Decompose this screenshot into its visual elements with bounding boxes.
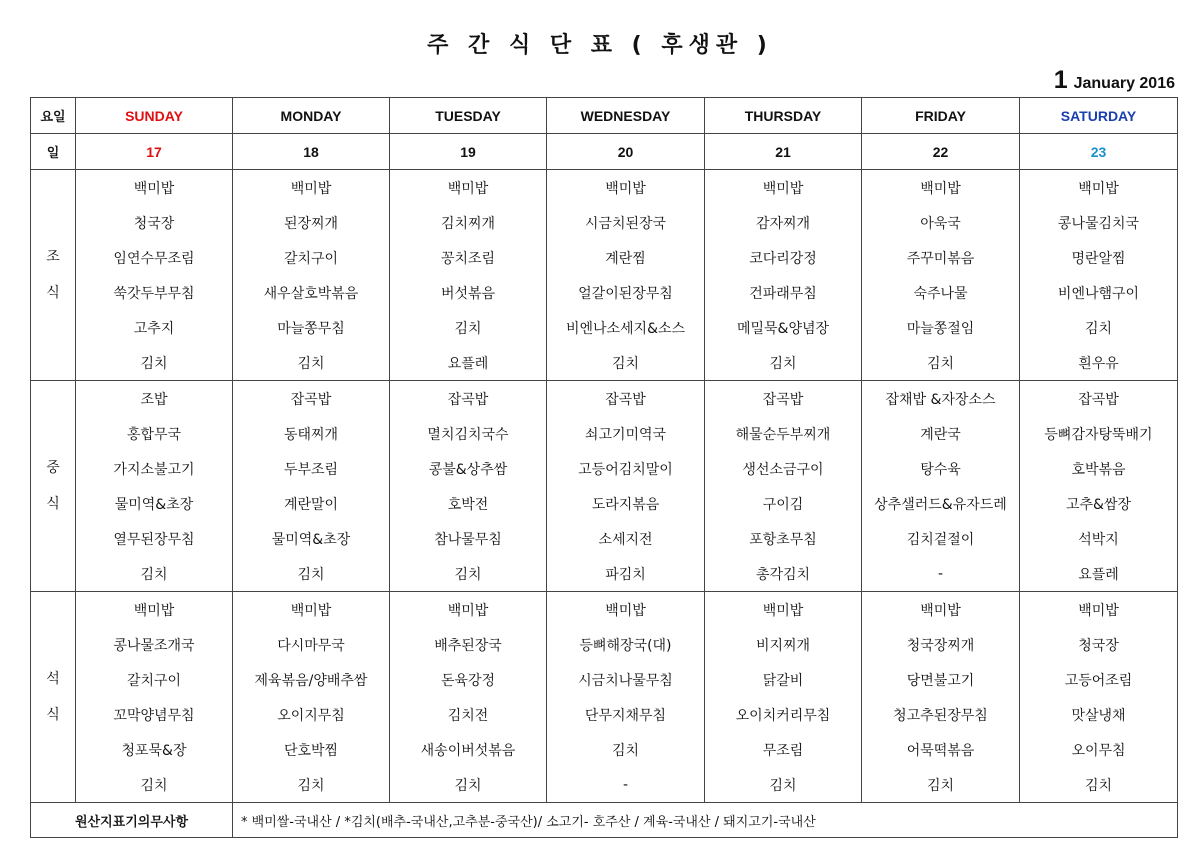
origin-notice-label: 원산지표기의무사항 — [31, 803, 233, 838]
date-row — [31, 134, 1178, 170]
menu-cell: 요플레 — [390, 345, 547, 381]
menu-cell: 김치겉절이 — [862, 521, 1020, 556]
menu-cell: 김치 — [547, 345, 705, 381]
meal-label-char: 식 — [46, 707, 60, 723]
date-wednesday: 20 — [547, 134, 705, 170]
menu-cell: 계란국 — [862, 416, 1020, 451]
menu-cell: 도라지볶음 — [547, 486, 705, 521]
origin-notice-text: * 백미쌀-국내산 / *김치(배추-국내산,고추분-중국산)/ 소고기- 호주산 / 계육-국내산 / 돼지고기-국내산 — [233, 803, 1178, 838]
menu-cell: 포항초무침 — [705, 521, 862, 556]
menu-cell: 청국장 — [76, 205, 233, 240]
menu-cell: 콩나물김치국 — [1020, 205, 1178, 240]
menu-cell: 동태찌개 — [233, 416, 390, 451]
menu-row — [31, 521, 1178, 556]
menu-cell: 메밀묵&양념장 — [705, 310, 862, 345]
menu-row — [31, 205, 1178, 240]
menu-cell: 석박지 — [1020, 521, 1178, 556]
menu-cell: 백미밥 — [705, 170, 862, 206]
menu-cell: 고추&쌈장 — [1020, 486, 1178, 521]
menu-cell: 임연수무조림 — [76, 240, 233, 275]
menu-cell: 김치 — [862, 345, 1020, 381]
menu-cell: 청고추된장무침 — [862, 697, 1020, 732]
menu-cell: 열무된장무침 — [76, 521, 233, 556]
menu-cell: 총각김치 — [705, 556, 862, 592]
menu-cell: 명란알찜 — [1020, 240, 1178, 275]
date-monday: 18 — [233, 134, 390, 170]
meal-label-char: 식 — [46, 496, 60, 512]
menu-cell: 조밥 — [76, 381, 233, 417]
menu-row — [31, 345, 1178, 381]
menu-cell: 제육볶음/양배추쌈 — [233, 662, 390, 697]
menu-cell: 잡곡밥 — [390, 381, 547, 417]
menu-cell: 멸치김치국수 — [390, 416, 547, 451]
menu-cell: 백미밥 — [862, 592, 1020, 628]
day-header-monday: MONDAY — [233, 98, 390, 134]
date-label — [1054, 66, 1175, 95]
menu-cell: 김치 — [390, 556, 547, 592]
menu-cell: 백미밥 — [76, 592, 233, 628]
menu-cell: 당면불고기 — [862, 662, 1020, 697]
menu-row — [31, 275, 1178, 310]
menu-cell: 흰우유 — [1020, 345, 1178, 381]
menu-cell: 새송이버섯볶음 — [390, 732, 547, 767]
meal-label-char: 중 — [46, 459, 60, 476]
menu-cell: 갈치구이 — [233, 240, 390, 275]
menu-cell: 건파래무침 — [705, 275, 862, 310]
menu-cell: 된장찌개 — [233, 205, 390, 240]
menu-cell: 김치 — [233, 556, 390, 592]
date-month-year: January 2016 — [1073, 75, 1175, 92]
menu-cell: 닭갈비 — [705, 662, 862, 697]
day-header-saturday: SATURDAY — [1020, 98, 1178, 134]
menu-cell: 참나물무침 — [390, 521, 547, 556]
menu-cell: 호박볶음 — [1020, 451, 1178, 486]
menu-cell: 김치 — [1020, 767, 1178, 803]
menu-cell: 쑥갓두부무침 — [76, 275, 233, 310]
date-label-cell: 일 — [31, 134, 76, 170]
menu-cell: 콩나물조개국 — [76, 627, 233, 662]
menu-row — [31, 416, 1178, 451]
menu-cell: 물미역&초장 — [76, 486, 233, 521]
menu-cell: 백미밥 — [1020, 170, 1178, 206]
menu-cell: 꽁치조림 — [390, 240, 547, 275]
menu-cell: 코다리강정 — [705, 240, 862, 275]
menu-cell: 청포묵&장 — [76, 732, 233, 767]
weekly-menu-table — [30, 97, 1178, 838]
menu-cell: 주꾸미볶음 — [862, 240, 1020, 275]
menu-cell: 김치 — [390, 310, 547, 345]
menu-cell: 오이지무침 — [233, 697, 390, 732]
menu-cell: 얼갈이된장무침 — [547, 275, 705, 310]
menu-cell: 비엔나햄구이 — [1020, 275, 1178, 310]
menu-cell: 등뼈감자탕뚝배기 — [1020, 416, 1178, 451]
menu-cell: 맛살냉채 — [1020, 697, 1178, 732]
menu-cell: 버섯볶음 — [390, 275, 547, 310]
menu-cell: 잡곡밥 — [705, 381, 862, 417]
menu-cell: 마늘쫑절임 — [862, 310, 1020, 345]
menu-cell: 잡곡밥 — [547, 381, 705, 417]
day-header-friday: FRIDAY — [862, 98, 1020, 134]
menu-cell: 잡곡밥 — [1020, 381, 1178, 417]
menu-cell: 호박전 — [390, 486, 547, 521]
menu-row — [31, 767, 1178, 803]
menu-cell: 어묵떡볶음 — [862, 732, 1020, 767]
meal-label — [31, 592, 76, 803]
menu-row — [31, 697, 1178, 732]
menu-cell: 백미밥 — [862, 170, 1020, 206]
menu-cell: 생선소금구이 — [705, 451, 862, 486]
menu-row — [31, 662, 1178, 697]
menu-cell: 백미밥 — [233, 170, 390, 206]
menu-cell: 갈치구이 — [76, 662, 233, 697]
menu-cell: 백미밥 — [390, 170, 547, 206]
menu-cell: 김치 — [390, 767, 547, 803]
meal-label-char: 식 — [46, 285, 60, 301]
menu-cell: 오이무침 — [1020, 732, 1178, 767]
menu-cell: 감자찌개 — [705, 205, 862, 240]
menu-cell: - — [862, 556, 1020, 592]
menu-cell: 돈육강정 — [390, 662, 547, 697]
menu-cell: 상추샐러드&유자드레 — [862, 486, 1020, 521]
menu-cell: 잡채밥 &자장소스 — [862, 381, 1020, 417]
menu-cell: 해물순두부찌개 — [705, 416, 862, 451]
meal-label — [31, 381, 76, 592]
menu-cell: 김치 — [547, 732, 705, 767]
menu-cell: 단호박찜 — [233, 732, 390, 767]
date-saturday: 23 — [1020, 134, 1178, 170]
menu-cell: 김치 — [76, 345, 233, 381]
day-header-thursday: THURSDAY — [705, 98, 862, 134]
date-tuesday: 19 — [390, 134, 547, 170]
menu-cell: 단무지채무침 — [547, 697, 705, 732]
menu-cell: 백미밥 — [390, 592, 547, 628]
menu-cell: 김치 — [76, 556, 233, 592]
menu-cell: 잡곡밥 — [233, 381, 390, 417]
menu-row — [31, 556, 1178, 592]
menu-cell: 고등어조림 — [1020, 662, 1178, 697]
menu-cell: 청국장 — [1020, 627, 1178, 662]
menu-row — [31, 240, 1178, 275]
menu-cell: 물미역&초장 — [233, 521, 390, 556]
menu-cell: 등뼈해장국(대) — [547, 627, 705, 662]
page-title: 주 간 식 단 표 ( 후생관 ) — [427, 33, 773, 58]
menu-cell: 쇠고기미역국 — [547, 416, 705, 451]
menu-cell: 김치전 — [390, 697, 547, 732]
menu-cell: 새우살호박볶음 — [233, 275, 390, 310]
menu-cell: 김치 — [76, 767, 233, 803]
menu-cell: 가지소불고기 — [76, 451, 233, 486]
menu-cell: 소세지전 — [547, 521, 705, 556]
menu-cell: 계란찜 — [547, 240, 705, 275]
meal-label-char: 석 — [46, 670, 60, 687]
menu-cell: 홍합무국 — [76, 416, 233, 451]
meal-label — [31, 170, 76, 381]
menu-cell: 콩불&상추쌈 — [390, 451, 547, 486]
date-friday: 22 — [862, 134, 1020, 170]
day-header-row — [31, 98, 1178, 134]
menu-cell: 백미밥 — [76, 170, 233, 206]
menu-cell: 김치 — [705, 767, 862, 803]
menu-cell: 백미밥 — [547, 592, 705, 628]
menu-row — [31, 310, 1178, 345]
menu-cell: 구이김 — [705, 486, 862, 521]
menu-cell: 무조림 — [705, 732, 862, 767]
day-label-cell: 요일 — [31, 98, 76, 134]
menu-cell: 백미밥 — [233, 592, 390, 628]
menu-cell: 김치 — [1020, 310, 1178, 345]
menu-row — [31, 627, 1178, 662]
menu-cell: 김치 — [862, 767, 1020, 803]
menu-cell: 백미밥 — [1020, 592, 1178, 628]
menu-cell: 백미밥 — [705, 592, 862, 628]
menu-cell: 계란말이 — [233, 486, 390, 521]
day-header-tuesday: TUESDAY — [390, 98, 547, 134]
menu-cell: 숙주나물 — [862, 275, 1020, 310]
menu-cell: 두부조림 — [233, 451, 390, 486]
menu-row — [31, 451, 1178, 486]
menu-row — [31, 486, 1178, 521]
menu-cell: 시금치된장국 — [547, 205, 705, 240]
menu-cell: 시금치나물무침 — [547, 662, 705, 697]
menu-row — [31, 592, 1178, 628]
menu-cell: 고추지 — [76, 310, 233, 345]
menu-cell: 김치 — [233, 345, 390, 381]
origin-notice-row — [31, 803, 1178, 838]
menu-cell: - — [547, 767, 705, 803]
menu-cell: 비엔나소세지&소스 — [547, 310, 705, 345]
menu-cell: 배추된장국 — [390, 627, 547, 662]
menu-cell: 파김치 — [547, 556, 705, 592]
menu-cell: 꼬막양념무침 — [76, 697, 233, 732]
date-day: 1 — [1053, 66, 1068, 94]
menu-row — [31, 170, 1178, 206]
menu-cell: 고등어김치말이 — [547, 451, 705, 486]
menu-cell: 마늘쫑무침 — [233, 310, 390, 345]
menu-cell: 비지찌개 — [705, 627, 862, 662]
date-thursday: 21 — [705, 134, 862, 170]
day-header-wednesday: WEDNESDAY — [547, 98, 705, 134]
menu-row — [31, 381, 1178, 417]
menu-cell: 요플레 — [1020, 556, 1178, 592]
menu-cell: 백미밥 — [547, 170, 705, 206]
menu-row — [31, 732, 1178, 767]
menu-cell: 청국장찌개 — [862, 627, 1020, 662]
menu-cell: 김치 — [233, 767, 390, 803]
date-sunday: 17 — [76, 134, 233, 170]
menu-cell: 아욱국 — [862, 205, 1020, 240]
meal-label-char: 조 — [46, 248, 60, 265]
menu-cell: 다시마무국 — [233, 627, 390, 662]
menu-cell: 김치 — [705, 345, 862, 381]
menu-cell: 오이치커리무침 — [705, 697, 862, 732]
menu-cell: 탕수육 — [862, 451, 1020, 486]
menu-cell: 김치찌개 — [390, 205, 547, 240]
day-header-sunday: SUNDAY — [76, 98, 233, 134]
